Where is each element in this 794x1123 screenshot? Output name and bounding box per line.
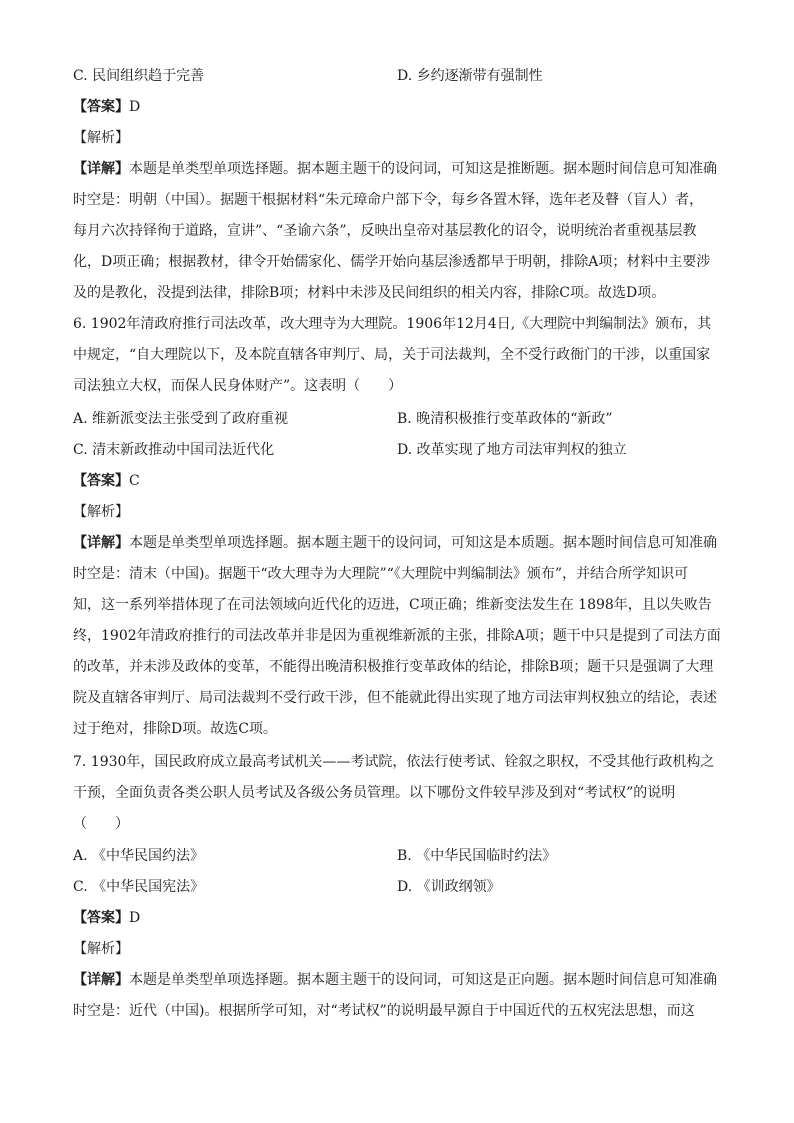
q7-stem-line: （ ） [73,816,129,832]
q7-stem-line: 干预，全面负责各类公职人员考试及各级公务员管理。以下哪份文件较早涉及到对“考试权”的说明 [73,785,676,801]
q6-detail-line: 院及直辖各审判厅、局司法裁判不受行政干涉，但不能就此得出实现了地方司法审判权独立的结论，表述 [73,690,717,706]
q5-detail-line: 【详解】本题是单类型单项选择题。据本题主题干的设问词，可知这是推断题。据本题时间信息可知准确 [73,161,717,177]
detail-tag: 【详解】 [73,161,129,177]
q6-option-d: D. 改革实现了地方司法审判权的独立 [397,442,627,458]
answer-tag: 【答案】 [73,473,129,489]
q6-option-a: A. 维新派变法主张受到了政府重视 [73,411,289,427]
q6-detail-line: 【详解】本题是单类型单项选择题。据本题主题干的设问词，可知这是本质题。据本题时间信息可知准确 [73,535,717,551]
q5-option-c: C. 民间组织趋于完善 [73,68,205,84]
q7-option-a: A. 《中华民国约法》 [73,848,205,864]
q6-stem-line: 中规定，“自大理院以下，及本院直辖各审判厅、局，关于司法裁判，全不受行政衙门的干涉，以重国家 [73,347,711,363]
q7-stem-line: 7. 1930年，国民政府成立最高考试机关——考试院，依法行使考试、铨叙之职权，不受其他行政机构之 [73,754,715,770]
q6-answer [73,471,140,491]
answer-tag: 【答案】 [73,910,129,926]
q5-detail-line: 时空是：明朝（中国）。据题干根据材料“朱元璋命户部下令，每乡各置木铎，选年老及瞽（盲人）者， [73,192,704,208]
q5-detail-line: 化，D项正确；根据教材，律令开始儒家化、儒学开始向基层渗透都早于明朝，排除A项；材料中主要涉 [73,254,711,270]
q6-detail-line: 过于绝对，排除D项。故选C项。 [73,721,277,737]
q7-option-d: D. 《训政纲领》 [397,879,501,895]
q7-option-c: C. 《中华民国宪法》 [73,879,205,895]
q6-detail-line: 时空是：清末（中国)。据题干“改大理寺为大理院”“《大理院中判编制法》颁布”，并结合所学知识可 [73,566,689,582]
answer-value: D [129,99,141,115]
q6-option-c: C. 清末新政推动中国司法近代化 [73,442,275,458]
q6-analysis-tag: 【解析】 [73,504,129,520]
q7-answer [73,908,140,928]
answer-value: D [129,910,141,926]
q5-analysis-tag: 【解析】 [73,130,129,146]
q5-option-d: D. 乡约逐渐带有强制性 [397,68,543,84]
q5-detail-line: 每月六次持铎徇于道路，宣讲”、“圣谕六条”，反映出皇帝对基层教化的诏令，说明统治者重视基层教 [73,223,697,239]
q5-detail-line: 及的是教化，没提到法律，排除B项；材料中未涉及民间组织的相关内容，排除C项。故选D项。 [73,285,666,301]
detail-tag: 【详解】 [73,972,129,988]
q5-answer [73,97,140,117]
q7-option-b: B. 《中华民国临时约法》 [397,848,557,864]
answer-value: C [129,473,140,489]
q7-detail-line: 时空是：近代（中国)。根据所学可知，对“考试权”的说明最早源自于中国近代的五权宪法思想，而这 [73,1003,695,1019]
q6-stem-line: 司法独立大权，而保人民身体财产”。这表明（ ） [73,378,403,394]
answer-tag: 【答案】 [73,99,129,115]
q7-analysis-tag: 【解析】 [73,941,129,957]
q6-detail-line: 终，1902年清政府推行的司法改革并非是因为重视维新派的主张，排除A项；题干中只是提到了司法方面 [73,628,721,644]
detail-tag: 【详解】 [73,535,129,551]
q6-stem-line: 6. 1902年清政府推行司法改革，改大理寺为大理院。1906年12月4日,《大理院中判编制法》颁布，其 [73,316,712,332]
q6-option-b: B. 晚清积极推行变革政体的“新政” [397,411,613,427]
q6-detail-line: 的改革，并未涉及政体的变革，不能得出晚清积极推行变革政体的结论，排除B项；题干只是强调了大理 [73,659,714,675]
q7-detail-line: 【详解】本题是单类型单项选择题。据本题主题干的设问词，可知这是正向题。据本题时间信息可知准确 [73,972,717,988]
q6-detail-line: 知，这一系列举措体现了在司法领域向近代化的迈进，C项正确；维新变法发生在 1898年，且以失败告 [73,597,712,613]
